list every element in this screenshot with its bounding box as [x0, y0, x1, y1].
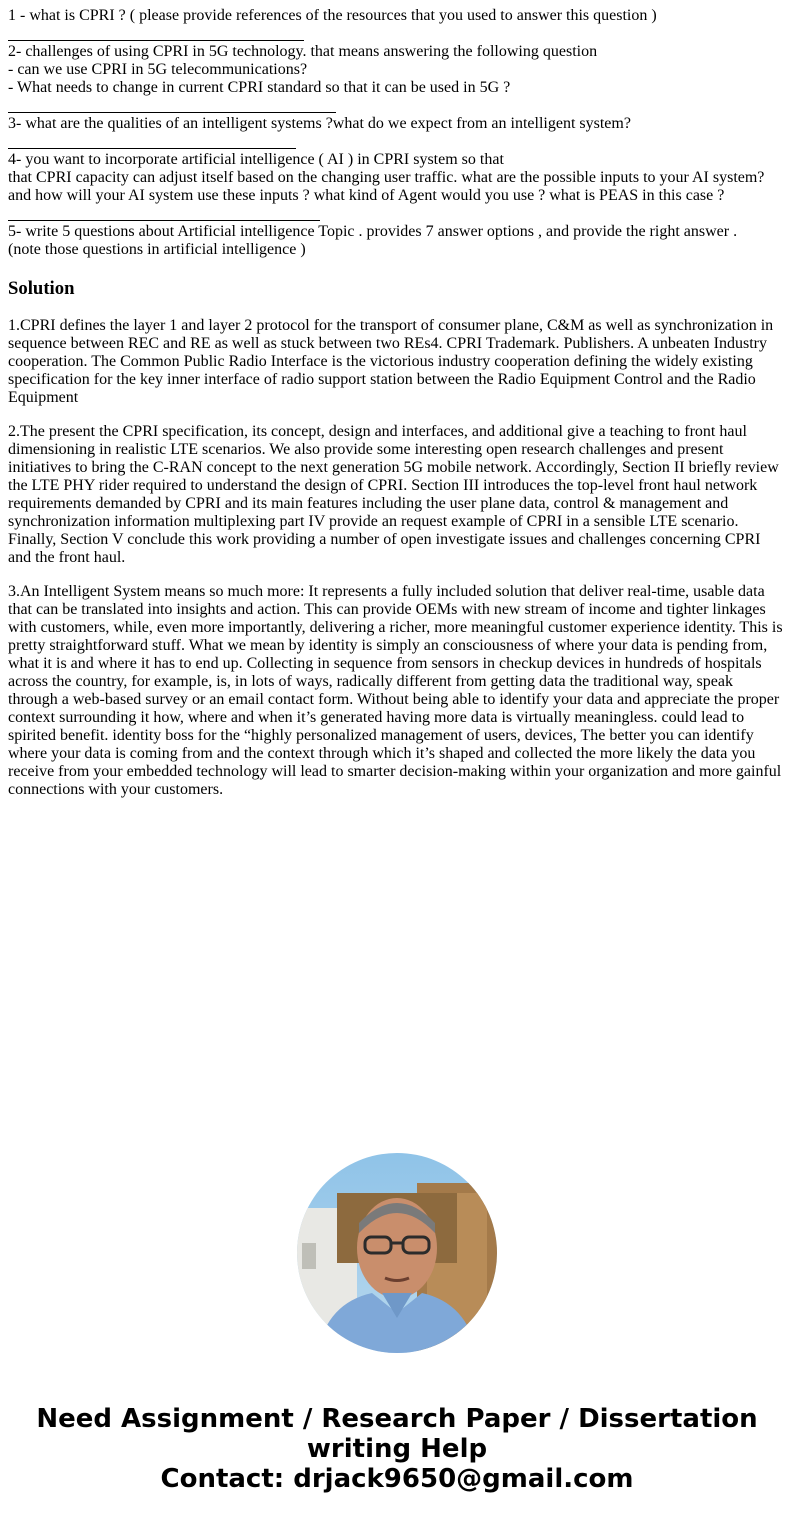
separator-rule — [8, 40, 304, 41]
question-line: (note those questions in artificial intelligence ) — [8, 241, 306, 258]
question-5 — [8, 223, 786, 259]
solution-heading: Solution — [8, 278, 75, 299]
question-line: 3- what are the qualities of an intelligent systems ?what do we expect from an intelligent system? — [8, 115, 631, 132]
question-line: 2- challenges of using CPRI in 5G technology. that means answering the following question — [8, 43, 598, 60]
separator-rule — [8, 220, 320, 221]
separator-rule — [8, 112, 336, 113]
question-line: 4- you want to incorporate artificial intelligence ( AI ) in CPRI system so that — [8, 151, 504, 168]
document-content — [8, 7, 786, 799]
solution-body — [8, 317, 786, 799]
solution-paragraph: 2.The present the CPRI specification, its concept, design and interfaces, and additional give a teaching to front haul dimensioning in realistic LTE scenarios. We also provide some interesting open research challenges and present initiatives to bring the C-RAN concept to the next generation 5G mobile network. Accordingly, Section II briefly review the LTE PHY rider required to understand the design of CPRI. Section III introduces the top-level front haul network requirements demanded by CPRI and its main features including the user plane data, control & management and synchronization information multiplexing part IV provide an request example of CPRI in a sensible LTE scenario. Finally, Section V conclude this work providing a number of open investigate issues and challenges concerning CPRI and the front haul. — [8, 423, 779, 566]
person-photo — [297, 1153, 497, 1353]
promo-line: Need Assignment / Research Paper / Dissertation — [36, 1404, 758, 1434]
promo-banner — [0, 1404, 794, 1494]
question-3 — [8, 115, 786, 151]
question-line: - can we use CPRI in 5G telecommunications? — [8, 61, 308, 78]
question-line: - What needs to change in current CPRI standard so that it can be used in 5G ? — [8, 79, 511, 96]
separator-rule — [8, 148, 296, 149]
promo-line: writing Help — [306, 1434, 488, 1464]
contact-line: Contact: drjack9650@gmail.com — [160, 1464, 634, 1494]
question-1 — [8, 7, 786, 43]
solution-paragraph: 1.CPRI defines the layer 1 and layer 2 protocol for the transport of consumer plane, C&M as well as synchronization in sequence between REC and RE as well as stuck between two REs4. CPRI Trademark. Publishers. A unbeaten Industry cooperation. The Common Public Radio Interface is the victorious industry cooperation defining the widely existing specification for the key inner interface of radio support station between the Radio Equipment Control and the Radio Equipment — [8, 317, 774, 406]
solution-paragraph: 3.An Intelligent System means so much more: It represents a fully included solution that deliver real-time, usable data that can be translated into insights and action. This can provide OEMs with new stream of income and tighter linkages with customers, while, even more importantly, delivering a richer, more meaningful customer experience identity. This is pretty straightforward stuff. What we mean by identity is simply an consciousness of where your data is pending from, what it is and where it has to end up. Collecting in sequence from sensors in checkup devices in hundreds of hospitals across the country, for example, is, in lots of ways, radically different from getting data the traditional way, speak through a web-based survey or an email contact form. Without being able to identify your data and appreciate the proper context surrounding it how, where and when it’s generated having more data is virtually meaningless. could lead to spirited benefit. identity boss for the “highly personalized management of users, devices, The better you can identify where your data is coming from and the context through which it’s shaped and collected the more likely the data you receive from your embedded technology will lead to smarter decision-making within your organization and more gainful connections with your customers. — [8, 583, 783, 798]
question-line: 1 - what is CPRI ? ( please provide references of the resources that you used to answer this question ) — [8, 7, 657, 24]
question-2 — [8, 43, 786, 115]
question-4 — [8, 151, 786, 223]
avatar — [297, 1153, 497, 1353]
question-line: 5- write 5 questions about Artificial intelligence Topic . provides 7 answer options , and provide the right answer . — [8, 223, 738, 240]
question-line: that CPRI capacity can adjust itself based on the changing user traffic. what are the possible inputs to your AI system? — [8, 169, 765, 186]
question-line: and how will your AI system use these inputs ? what kind of Agent would you use ? what is PEAS in this case ? — [8, 187, 725, 204]
